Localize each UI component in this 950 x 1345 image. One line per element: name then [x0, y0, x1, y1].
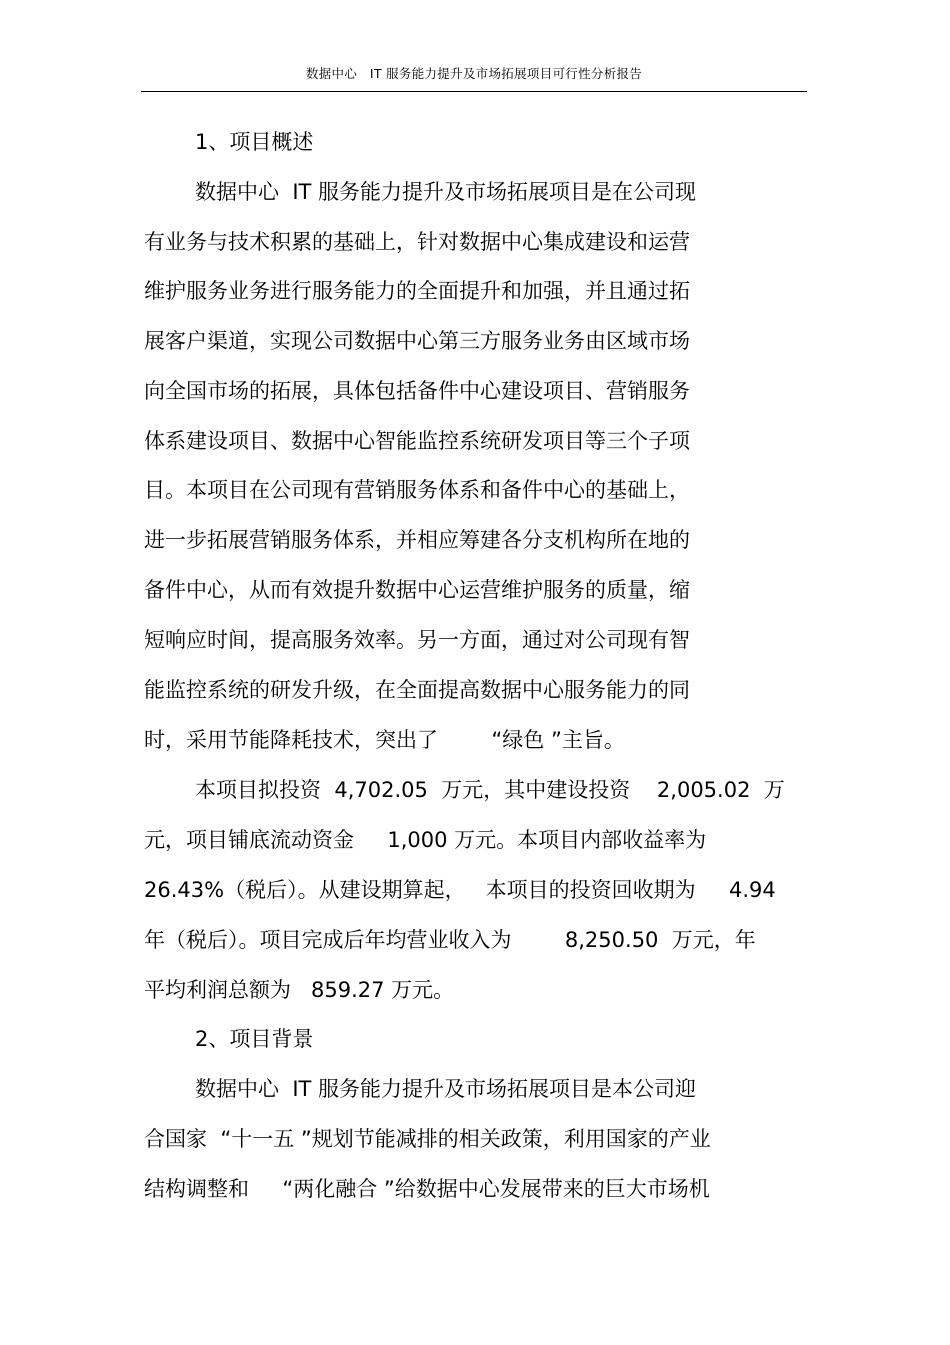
paragraph-line: 有业务与技术积累的基础上，针对数据中心集成建设和运营	[144, 230, 690, 254]
paragraph-line: 向全国市场的拓展，具体包括备件中心建设项目、营销服务	[144, 379, 690, 403]
paragraph-line: 年（税后）。项目完成后年均营业收入为 8,250.50 万元，年	[144, 928, 756, 952]
paragraph-line: 短响应时间，提高服务效率。另一方面，通过对公司现有智	[144, 628, 690, 652]
paragraph-line: 26.43%（税后）。从建设期算起， 本项目的投资回收期为 4.94	[144, 878, 776, 902]
paragraph-line: 数据中心 IT 服务能力提升及市场拓展项目是在公司现	[195, 180, 697, 204]
paragraph-line: 本项目拟投资 4,702.05 万元，其中建设投资 2,005.02 万	[195, 778, 785, 802]
paragraph-line: 合国家 “十一五 ”规划节能减排的相关政策，利用国家的产业	[144, 1127, 711, 1151]
page-header-title: 数据中心 IT 服务能力提升及市场拓展项目可行性分析报告	[305, 66, 643, 81]
paragraph-line: 元，项目铺底流动资金 1,000 万元。本项目内部收益率为	[144, 828, 707, 852]
paragraph-line: 备件中心，从而有效提升数据中心运营维护服务的质量，缩	[144, 578, 690, 602]
paragraph-line: 展客户渠道，实现公司数据中心第三方服务业务由区域市场	[144, 329, 690, 353]
paragraph-line: 进一步拓展营销服务体系，并相应筹建各分支机构所在地的	[144, 528, 690, 552]
paragraph-line: 结构调整和 “两化融合 ”给数据中心发展带来的巨大市场机	[144, 1177, 710, 1201]
paragraph-line: 目。本项目在公司现有营销服务体系和备件中心的基础上，	[144, 478, 690, 502]
section-heading-background: 2、项目背景	[195, 1027, 314, 1051]
paragraph-line: 体系建设项目、数据中心智能监控系统研发项目等三个子项	[144, 429, 690, 453]
header-rule	[141, 91, 807, 92]
section-heading-overview: 1、项目概述	[195, 130, 314, 154]
paragraph-line: 平均利润总额为 859.27 万元。	[144, 978, 455, 1002]
paragraph-line: 时，采用节能降耗技术，突出了 “绿色 ”主旨。	[144, 728, 625, 752]
paragraph-line: 数据中心 IT 服务能力提升及市场拓展项目是本公司迎	[195, 1077, 697, 1101]
paragraph-line: 维护服务业务进行服务能力的全面提升和加强，并且通过拓	[144, 279, 690, 303]
paragraph-line: 能监控系统的研发升级，在全面提高数据中心服务能力的同	[144, 678, 690, 702]
